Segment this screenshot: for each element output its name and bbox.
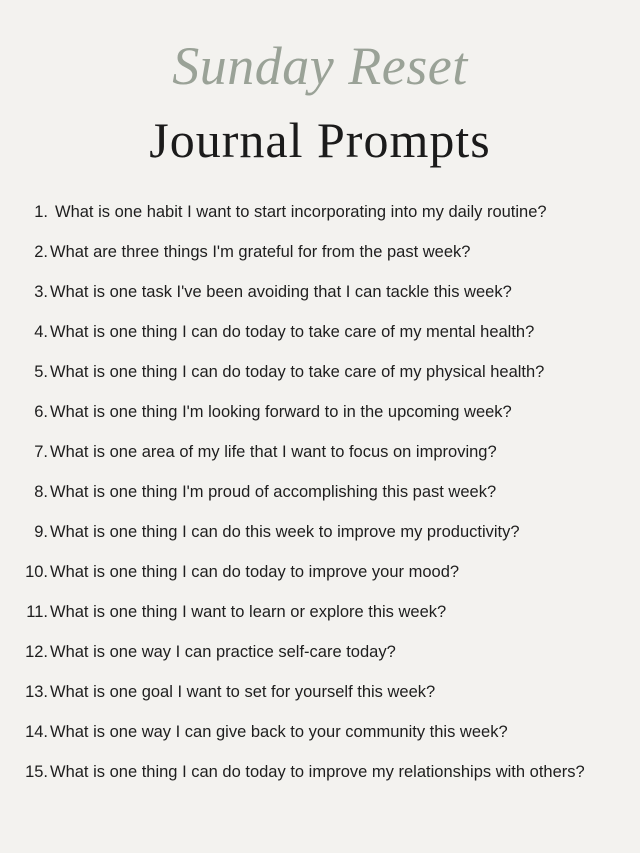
prompt-text: What is one way I can practice self-care today? (50, 643, 396, 661)
prompt-item (0, 512, 640, 552)
prompt-number: 14. (25, 723, 48, 741)
prompt-text: What is one thing I want to learn or explore this week? (50, 603, 447, 621)
prompt-text: What is one thing I can do today to improve my relationships with others? (50, 763, 585, 781)
prompt-number: 12. (25, 643, 48, 661)
prompt-item (0, 632, 640, 672)
prompt-item (0, 472, 640, 512)
prompt-text: What is one thing I'm looking forward to in the upcoming week? (50, 403, 512, 421)
prompt-item (0, 752, 640, 832)
prompt-number: 3. (34, 283, 48, 301)
page-title: Journal Prompts (149, 112, 491, 168)
prompt-number: 2. (34, 243, 48, 261)
prompt-item (0, 232, 640, 272)
prompt-text: What is one thing I can do today to improve your mood? (50, 563, 460, 581)
prompt-text: What is one thing I can do this week to improve my productivity? (50, 523, 520, 541)
prompt-number: 5. (34, 363, 48, 381)
prompt-number: 7. (34, 443, 48, 461)
prompt-text: What is one thing I can do today to take care of my mental health? (50, 323, 535, 341)
prompt-text: What is one goal I want to set for yourself this week? (50, 683, 436, 701)
prompt-list (0, 192, 640, 832)
prompt-text: What is one thing I'm proud of accomplishing this past week? (50, 483, 497, 501)
prompt-item (0, 592, 640, 632)
prompt-number: 4. (34, 323, 48, 341)
prompt-item (0, 672, 640, 712)
prompt-text: What is one task I've been avoiding that I can tackle this week? (50, 283, 512, 301)
prompt-number: 15. (25, 763, 48, 781)
prompt-item (0, 712, 640, 752)
prompt-item (0, 392, 640, 432)
prompt-number: 9. (34, 523, 48, 541)
prompt-text: What is one habit I want to start incorporating into my daily routine? (55, 203, 547, 221)
prompt-item (0, 312, 640, 352)
prompt-item (0, 272, 640, 312)
prompt-item (0, 552, 640, 592)
prompt-text: What is one thing I can do today to take care of my physical health? (50, 363, 545, 381)
prompt-text: What is one area of my life that I want to focus on improving? (50, 443, 497, 461)
prompt-item (0, 352, 640, 392)
prompt-number: 13. (25, 683, 48, 701)
prompt-text: What are three things I'm grateful for from the past week? (50, 243, 471, 261)
prompt-item (0, 432, 640, 472)
prompt-text: What is one way I can give back to your community this week? (50, 723, 508, 741)
prompt-number: 11. (26, 603, 48, 621)
prompt-number: 10. (25, 563, 48, 581)
prompt-number: 8. (34, 483, 48, 501)
prompt-number: 6. (34, 403, 48, 421)
prompt-number: 1. (34, 203, 48, 221)
prompt-item (0, 192, 640, 232)
title-script: Sunday Reset (172, 36, 468, 96)
